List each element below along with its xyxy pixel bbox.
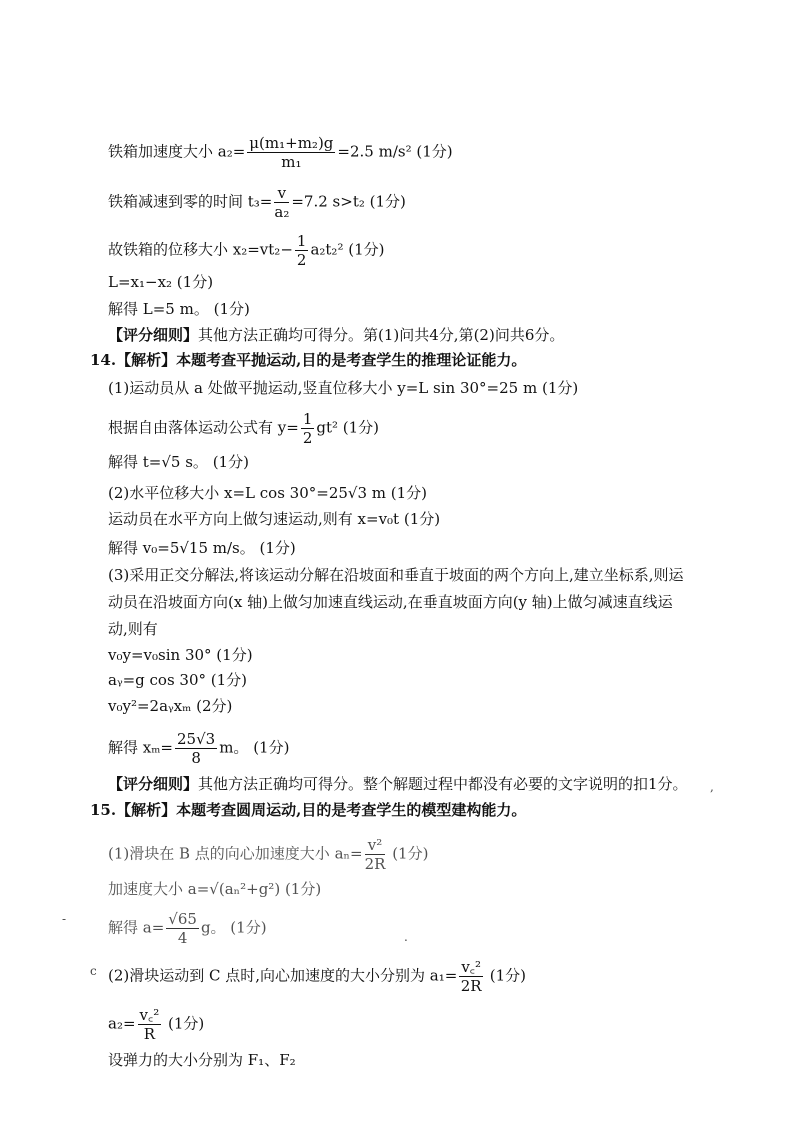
text: =2.5 m/s² (1分)	[337, 142, 453, 161]
text: (1分)	[387, 844, 429, 863]
fraction	[295, 232, 309, 269]
q14-part3-eq1: v₀y=v₀sin 30° (1分)	[108, 646, 253, 664]
numerator: 25√3	[177, 730, 216, 748]
fraction	[175, 730, 217, 767]
numerator: μ(m₁+m₂)g	[249, 134, 334, 152]
iron-box-decel-time-line	[108, 184, 406, 221]
text: 解得 a=	[108, 918, 165, 937]
q15-part1-line1	[108, 836, 428, 873]
q14-part3-line1: (3)采用正交分解法,将该运动分解在沿坡面和垂直于坡面的两个方向上,建立坐标系,则运	[108, 566, 684, 584]
iron-box-acceleration-line	[108, 134, 453, 171]
fraction	[365, 836, 386, 873]
q14-part3-eq2: aᵧ=g cos 30° (1分)	[108, 671, 248, 689]
q14-tag: 14.【解析】	[90, 351, 177, 369]
text: 铁箱加速度大小 a₂=	[108, 142, 246, 161]
length-result: 解得 L=5 m。 (1分)	[108, 300, 250, 318]
scoring-text: 其他方法正确均可得分。整个解题过程中都没有必要的文字说明的扣1分。	[198, 775, 688, 793]
q15-heading	[90, 800, 526, 820]
numerator: v꜀²	[461, 958, 482, 976]
q14-part2-line2: 运动员在水平方向上做匀速运动,则有 x=v₀t (1分)	[108, 510, 441, 528]
scoring-note-13	[108, 325, 564, 345]
fraction	[459, 958, 483, 995]
q15-part1-result	[108, 910, 267, 947]
fraction	[247, 134, 335, 171]
q14-part3-line3: 动,则有	[108, 620, 158, 638]
scan-speck: -	[62, 912, 67, 926]
text: =7.2 s>t₂ (1分)	[291, 192, 406, 211]
denominator: 2	[302, 429, 313, 447]
text: m。 (1分)	[219, 738, 290, 757]
text: 故铁箱的位移大小 x₂=vt₂−	[108, 240, 293, 259]
numerator: 1	[302, 410, 313, 428]
text: 铁箱减速到零的时间 t₃=	[108, 192, 273, 211]
text: 解得 xₘ=	[108, 738, 173, 757]
q15-part2-line3: 设弹力的大小分别为 F₁、F₂	[108, 1051, 296, 1069]
text: a₂=	[108, 1014, 136, 1033]
scan-speck: c	[90, 964, 97, 978]
length-equation: L=x₁−x₂ (1分)	[108, 273, 214, 291]
fraction	[301, 410, 315, 447]
numerator: 1	[296, 232, 307, 250]
denominator: a₂	[274, 203, 290, 221]
q14-part1-line2	[108, 410, 379, 447]
q14-part2-result: 解得 v₀=5√15 m/s。 (1分)	[108, 539, 296, 557]
denominator: 2R	[364, 855, 386, 873]
q14-part3-line2: 动员在沿坡面方向(x 轴)上做匀加速直线运动,在垂直坡面方向(y 轴)上做匀减速直线运	[108, 593, 673, 611]
q15-part2-line2	[108, 1006, 204, 1043]
text: gt² (1分)	[316, 418, 380, 437]
text: (1分)	[163, 1014, 205, 1033]
q15-part1-line2: 加速度大小 a=√(aₙ²+g²) (1分)	[108, 880, 322, 898]
numerator: v²	[365, 836, 386, 855]
scoring-tag: 【评分细则】	[108, 775, 199, 793]
fraction	[166, 910, 199, 947]
fraction	[138, 1006, 162, 1043]
denominator: R	[143, 1025, 156, 1043]
scan-speck: ,	[710, 780, 714, 794]
text: (2)滑块运动到 C 点时,向心加速度的大小分别为 a₁=	[108, 966, 458, 985]
fraction	[274, 184, 289, 221]
q14-heading	[90, 350, 526, 370]
q15-intro: 本题考查圆周运动,目的是考查学生的模型建构能力。	[176, 801, 527, 819]
q14-part3-eq3: v₀y²=2aᵧxₘ (2分)	[108, 697, 233, 715]
text: (1分)	[485, 966, 527, 985]
scoring-tag: 【评分细则】	[108, 326, 199, 344]
denominator: m₁	[281, 153, 302, 171]
q14-part3-result	[108, 730, 289, 767]
q14-part2-line1: (2)水平位移大小 x=L cos 30°=25√3 m (1分)	[108, 484, 428, 502]
q14-part1-line1: (1)运动员从 a 处做平抛运动,竖直位移大小 y=L sin 30°=25 m (1分)	[108, 379, 579, 397]
scan-speck: .	[404, 930, 408, 944]
denominator: 8	[191, 749, 201, 767]
denominator: 4	[177, 929, 188, 947]
text: (1)滑块在 B 点的向心加速度大小 aₙ=	[108, 844, 363, 863]
text: a₂t₂² (1分)	[310, 240, 385, 259]
q15-tag: 15.【解析】	[90, 801, 177, 819]
numerator: √65	[168, 910, 197, 928]
q14-intro: 本题考查平抛运动,目的是考查学生的推理论证能力。	[176, 351, 527, 369]
text: 根据自由落体运动公式有 y=	[108, 418, 299, 437]
scoring-note-14	[108, 774, 688, 794]
numerator: v꜀²	[139, 1006, 160, 1024]
q15-part2-line1	[108, 958, 526, 995]
numerator: v	[274, 184, 289, 203]
denominator: 2R	[460, 977, 482, 995]
denominator: 2	[296, 251, 307, 269]
q14-part1-result: 解得 t=√5 s。 (1分)	[108, 453, 249, 471]
iron-box-displacement-line	[108, 232, 384, 269]
scoring-text: 其他方法正确均可得分。第(1)问共4分,第(2)问共6分。	[198, 326, 565, 344]
text: g。 (1分)	[200, 918, 267, 937]
